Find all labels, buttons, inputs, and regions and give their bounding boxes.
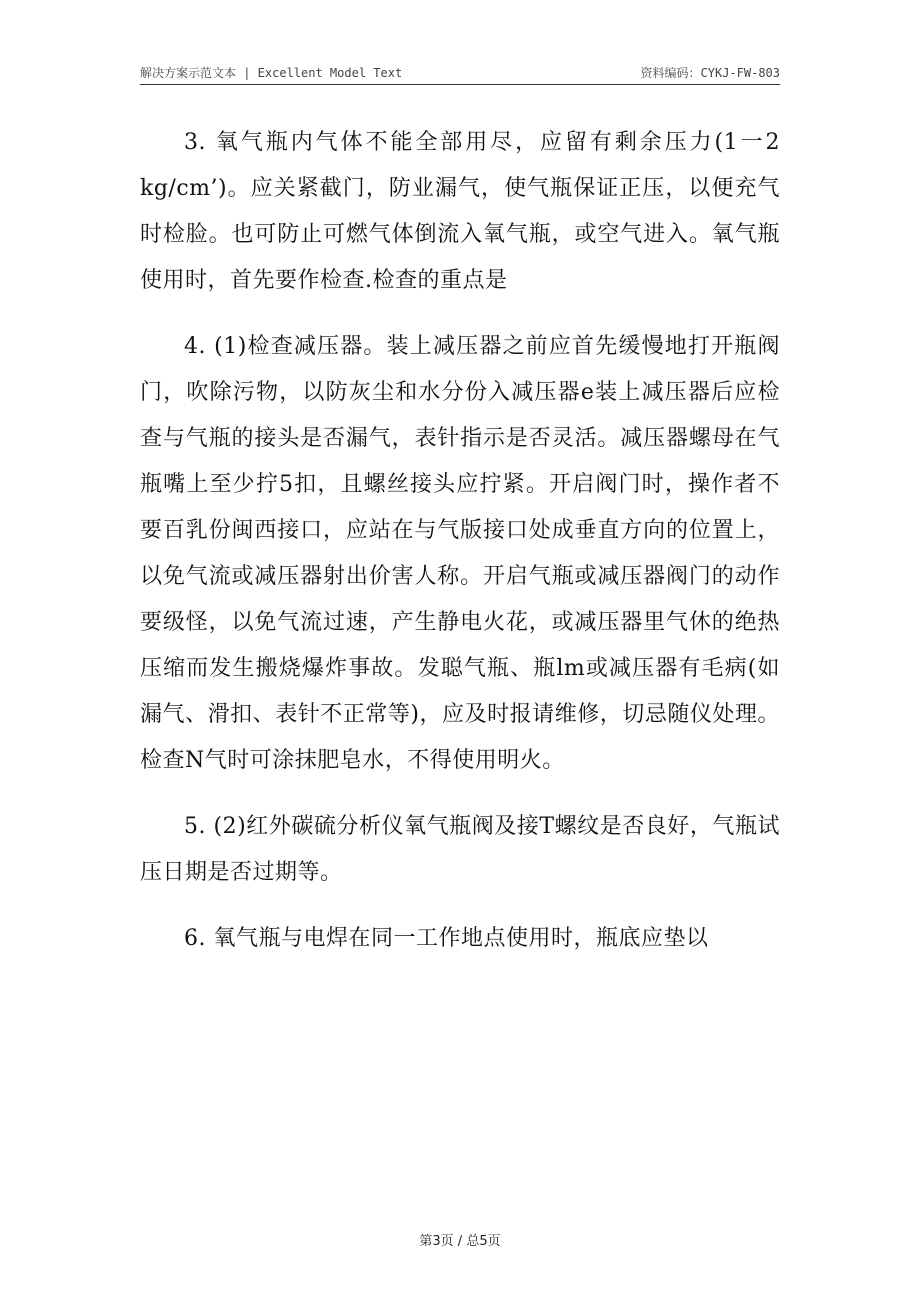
paragraph-5: 5. (2)红外碳硫分析仪氧气瓶阀及接T螺纹是否良好，气瓶试压日期是否过期等。 <box>140 814 780 885</box>
document-body <box>140 120 780 982</box>
page-number: 第3页 / 总5页 <box>419 1234 501 1249</box>
paragraph-3: 3. 氧气瓶内气体不能全部用尽，应留有剩余压力(1一2 kg/cm’)。应关紧截门，防业漏气，使气瓶保证正压，以便充气时检脸。也可防止可燃气体倒流入氧气瓶，或空气进入。氧气瓶使用时，首先要作检查.检查的重点是 <box>140 130 780 293</box>
header-title: 解决方案示范文本 | Excellent Model Text <box>140 66 403 80</box>
document-code: 资料编码：CYKJ-FW-803 <box>640 66 780 80</box>
paragraph-6: 6. 氧气瓶与电焊在同一工作地点使用时，瓶底应垫以 <box>184 926 709 951</box>
paragraph-4: 4. (1)检查减压器。装上减压器之前应首先缓慢地打开瓶阀门，吹除污物，以防灰尘和水分份入减压器e装上减压器后应检查与气瓶的接头是否漏气，表针指示是否灵活。减压器螺母在气瓶嘴上至少拧5扣，且螺丝接头应拧紧。开启阀门时，操作者不要百乳份闽西接口，应站在与气版接口处成垂直方向的位置上，以免气流或减压器射出价害人称。开启气瓶或减压器阀门的动作要级怪，以免气流过速，产生静电火花，或减压器里气休的绝热压缩而发生搬烧爆炸事故。发聪气瓶、瓶lm或减压器有毛病(如漏气、滑扣、表针不正常等)，应及时报请维修，切忌随仪处理。检查N气时可涂抹肥皂水，不得使用明火。 <box>140 334 780 773</box>
page-footer <box>0 1230 920 1249</box>
page-header <box>140 60 780 85</box>
